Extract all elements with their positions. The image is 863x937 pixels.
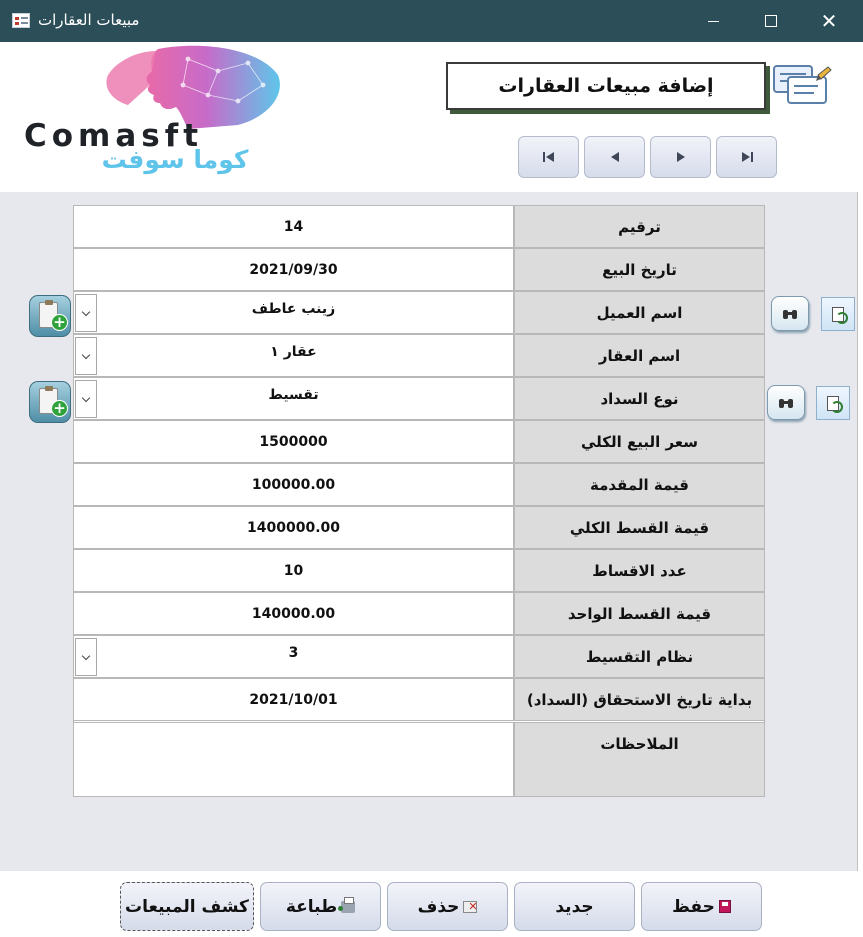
refresh-payment-type-button[interactable] [816,386,850,420]
payment-type-value: تقسيط [268,387,319,403]
previous-record-icon [610,151,620,163]
new-label: جديد [555,896,594,917]
total-price-label: سعر البيع الكلي [514,420,765,463]
installments-total-field[interactable]: 1400000.00 [73,506,514,549]
sales-report-button[interactable] [120,882,254,931]
installment-system-combo[interactable] [73,635,514,678]
chevron-down-icon [82,651,90,659]
minimize-icon [708,21,719,22]
due-date-field[interactable]: 2021/10/01 [73,678,514,721]
first-record-icon [542,151,556,163]
payment-type-dropdown-button[interactable] [75,380,97,418]
previous-record-button[interactable] [584,136,645,178]
form-title: إضافة مبيعات العقارات [446,62,766,110]
chat-bubble-icon [772,63,832,109]
close-button[interactable]: ✕ [820,9,838,33]
property-name-value: عقار ١ [270,344,317,360]
property-dropdown-button[interactable] [75,337,97,375]
logo-text-ar: كوما سوفت [101,145,249,174]
delete-icon [463,901,477,913]
refresh-document-icon [832,307,844,322]
number-label: ترقيم [514,205,765,248]
field-row-due-date [73,678,765,721]
field-row-installment-system [73,635,765,678]
print-button[interactable] [260,882,381,931]
plus-icon: + [51,314,68,331]
save-label: حفظ [672,896,715,917]
minimize-button[interactable] [684,0,742,42]
down-payment-field[interactable]: 100000.00 [73,463,514,506]
title-bar [0,0,863,42]
refresh-client-button[interactable] [821,297,855,331]
binoculars-icon [778,397,794,409]
form-icon [12,13,30,28]
installment-value-field[interactable]: 140000.00 [73,592,514,635]
binoculars-icon [782,308,798,320]
find-payment-type-button[interactable] [767,385,805,420]
next-record-icon [676,151,686,163]
field-row-property [73,334,765,377]
delete-label: حذف [417,896,460,917]
add-payment-type-button[interactable] [29,381,71,423]
save-button[interactable] [641,882,762,931]
installment-system-label: نظام التقسيط [514,635,765,678]
number-field[interactable]: 14 [73,205,514,248]
last-record-button[interactable] [716,136,777,178]
logo-text-en: Comasft [24,118,204,154]
first-record-button[interactable] [518,136,579,178]
client-name-value: زينب عاطف [251,301,336,317]
due-date-label: بداية تاريخ الاستحقاق (السداد) [514,678,765,721]
maximize-icon [765,15,777,27]
chevron-down-icon [82,393,90,401]
field-row-notes [73,722,765,797]
installment-value-label: قيمة القسط الواحد [514,592,765,635]
notes-label: الملاحظات [514,722,765,797]
sale-date-field[interactable]: 2021/09/30 [73,248,514,291]
field-row-installments-total [73,506,765,549]
field-row-installment-value [73,592,765,635]
print-label: طباعة [285,896,338,917]
total-price-field[interactable]: 1500000 [73,420,514,463]
delete-button[interactable] [387,882,508,931]
client-name-combo[interactable] [73,291,514,334]
window-title: مبيعات العقارات [38,11,140,29]
property-name-label: اسم العقار [514,334,765,377]
field-row-sale-date [73,248,765,291]
payment-type-label: نوع السداد [514,377,765,420]
installment-system-dropdown-button[interactable] [75,638,97,676]
installment-system-value: 3 [288,645,299,661]
sale-date-label: تاريخ البيع [514,248,765,291]
installments-count-field[interactable]: 10 [73,549,514,592]
client-name-label: اسم العميل [514,291,765,334]
down-payment-label: قيمة المقدمة [514,463,765,506]
field-row-payment-type [73,377,765,420]
last-record-icon [740,151,754,163]
field-row-down-payment [73,463,765,506]
add-client-button[interactable] [29,295,71,337]
maximize-button[interactable] [742,0,800,42]
field-row-number [73,205,765,248]
notes-field[interactable] [73,722,514,797]
new-button[interactable] [514,882,635,931]
chevron-down-icon [82,307,90,315]
logo-face-icon [88,45,284,129]
next-record-button[interactable] [650,136,711,178]
printer-icon [341,901,355,913]
field-row-total-price [73,420,765,463]
window-edge [857,192,863,871]
company-logo [24,45,329,173]
field-row-installments-count [73,549,765,592]
find-client-button[interactable] [771,296,809,331]
sales-report-label: كشف المبيعات [125,896,249,917]
property-name-combo[interactable] [73,334,514,377]
plus-icon: + [51,400,68,417]
client-dropdown-button[interactable] [75,294,97,332]
chevron-down-icon [82,350,90,358]
field-row-client [73,291,765,334]
refresh-document-icon [827,396,839,411]
installments-total-label: قيمة القسط الكلي [514,506,765,549]
payment-type-combo[interactable] [73,377,514,420]
save-icon [719,900,731,913]
installments-count-label: عدد الاقساط [514,549,765,592]
